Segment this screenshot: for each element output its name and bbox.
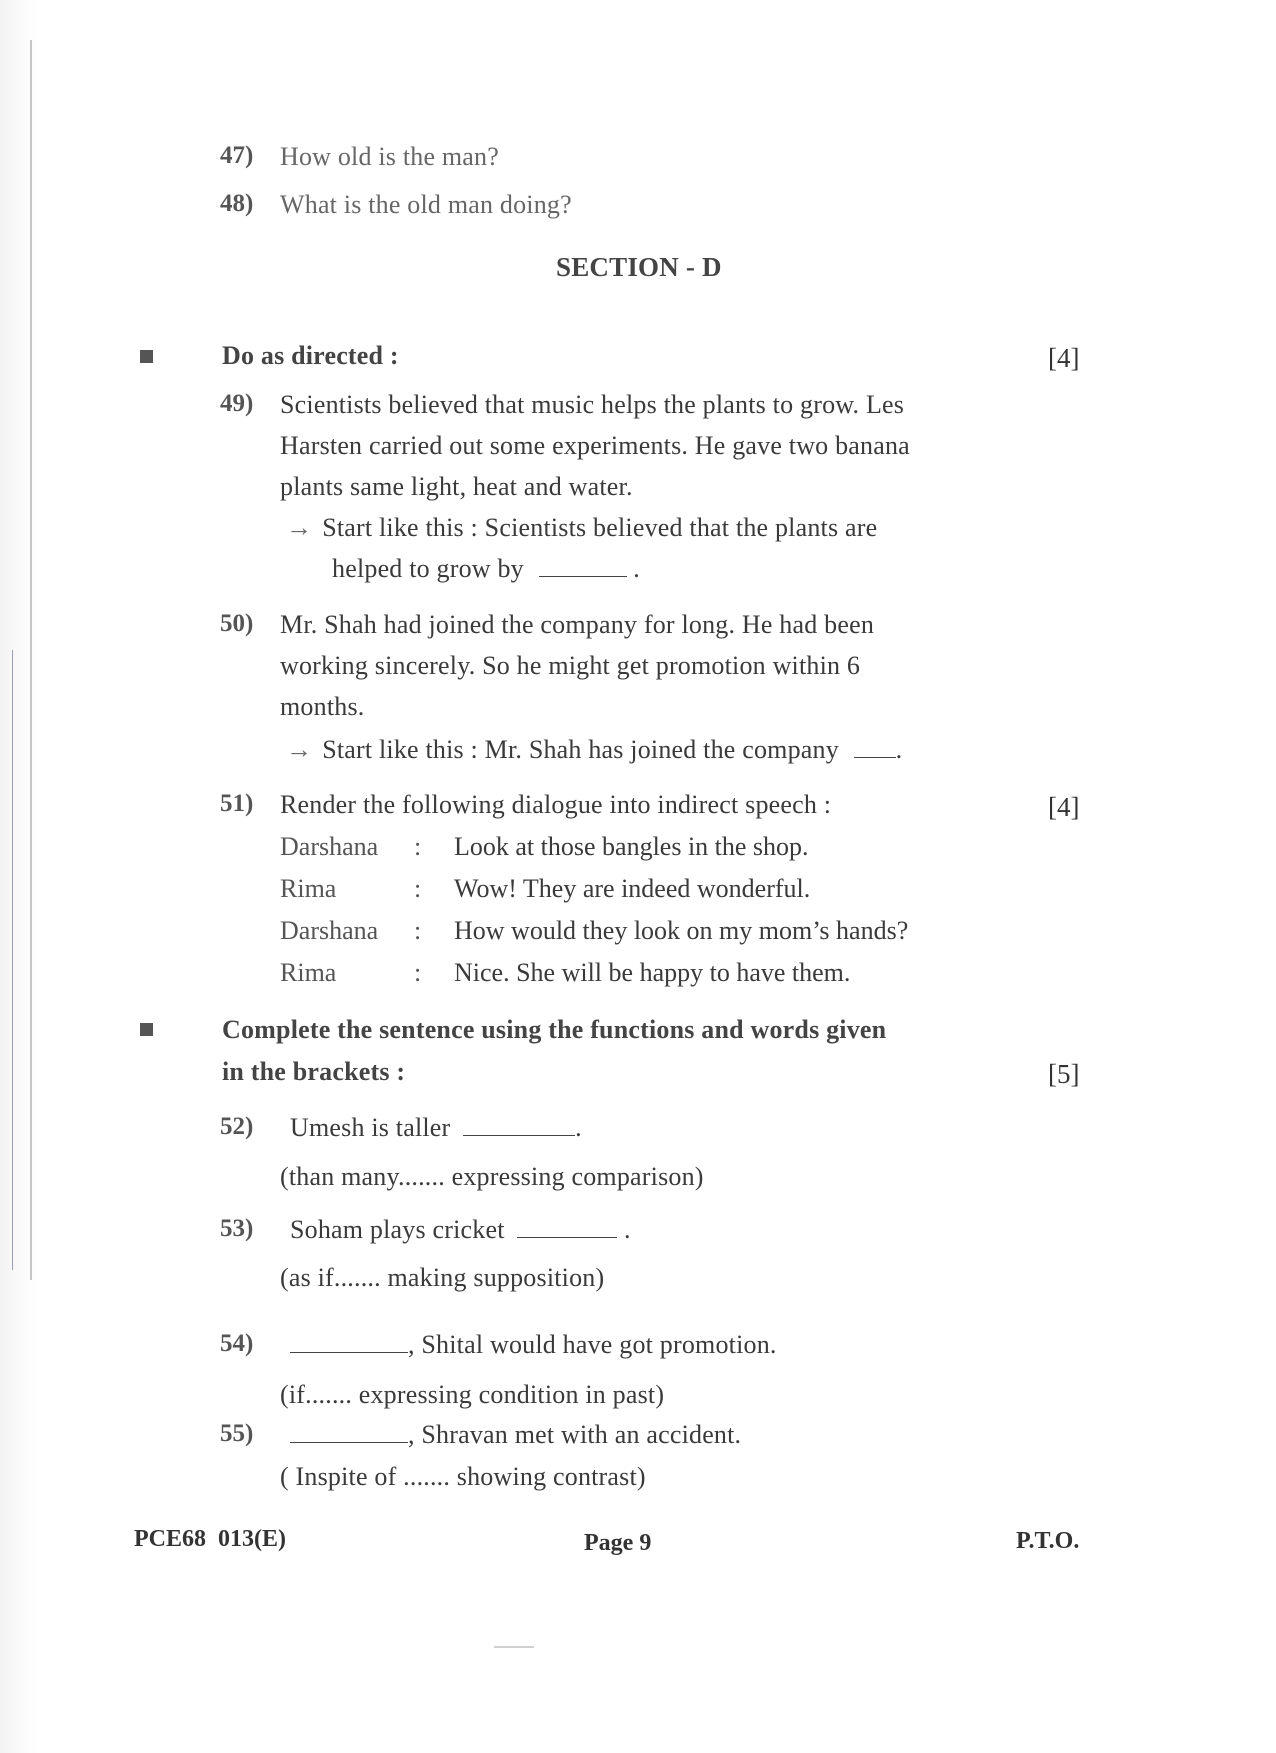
dialogue-colon: : [414, 874, 422, 903]
question-text [290, 1215, 631, 1245]
answer-blank [517, 1217, 617, 1238]
hint-line [332, 554, 640, 584]
marks-label: [4] [1048, 343, 1080, 373]
question-number: 49) [220, 390, 254, 417]
pto-label: P.T.O. [1016, 1528, 1080, 1554]
dialogue-speaker: Darshana [280, 916, 379, 945]
question-text: What is the old man doing? [280, 190, 572, 219]
dialogue-speaker: Rima [280, 958, 337, 987]
scan-mark [494, 1646, 534, 1648]
question-end: . [624, 1215, 631, 1244]
hint-end: . [633, 554, 640, 583]
question-number: 51) [220, 790, 254, 817]
question-text: Harsten carried out some experiments. He gave two banana [280, 431, 910, 460]
question-text: working sincerely. So he might get promotion within 6 [280, 651, 861, 680]
question-hint: (than many....... expressing comparison) [280, 1162, 704, 1191]
question-number: 50) [220, 610, 254, 637]
dialogue-line: Nice. She will be happy to have them. [454, 958, 851, 987]
dialogue-line: How would they look on my mom’s hands? [454, 916, 909, 945]
question-hint: (if....... expressing condition in past) [280, 1380, 665, 1409]
question-stem: , Shravan met with an accident. [408, 1420, 742, 1449]
part-heading: Complete the sentence using the functions and words given [222, 1015, 887, 1044]
answer-blank [539, 556, 627, 577]
question-number: 47) [220, 142, 254, 169]
hint-end: . [895, 735, 903, 764]
hint-text: Start like this : Mr. Shah has joined the company [322, 735, 839, 764]
answer-blank [854, 737, 896, 758]
bullet-icon [140, 1023, 153, 1036]
hint-text: Start like this : Scientists believed that the plants are [322, 513, 878, 542]
question-number: 54) [220, 1330, 254, 1357]
question-text: How old is the man? [280, 142, 499, 171]
question-stem: Umesh is taller [290, 1113, 451, 1142]
question-text [290, 1113, 582, 1143]
part-heading: in the brackets : [222, 1057, 406, 1086]
question-number: 52) [220, 1113, 254, 1140]
dialogue-line: Wow! They are indeed wonderful. [454, 874, 811, 903]
paper-code: PCE68 013(E) [134, 1526, 286, 1552]
answer-blank [463, 1115, 575, 1136]
hint-line [286, 735, 902, 765]
dialogue-colon: : [414, 832, 422, 861]
page-number: Page 9 [584, 1530, 652, 1556]
answer-blank [290, 1422, 408, 1443]
marks-label: [5] [1048, 1059, 1080, 1089]
marks-label: [4] [1048, 792, 1080, 822]
part-heading: Do as directed : [222, 341, 399, 370]
question-text: Render the following dialogue into indirect speech : [280, 790, 832, 819]
question-stem: , Shital would have got promotion. [408, 1330, 777, 1359]
answer-blank [290, 1332, 408, 1353]
question-end: . [575, 1113, 582, 1142]
question-text [290, 1330, 777, 1360]
scan-line [12, 650, 13, 1270]
question-hint: (as if....... making supposition) [280, 1263, 605, 1292]
dialogue-colon: : [414, 916, 422, 945]
question-number: 55) [220, 1420, 254, 1447]
dialogue-line: Look at those bangles in the shop. [454, 832, 809, 861]
question-number: 48) [220, 190, 254, 217]
bullet-icon [140, 350, 153, 363]
question-text: plants same light, heat and water. [280, 472, 633, 501]
question-hint: ( Inspite of ....... showing contrast) [280, 1462, 646, 1491]
scan-line [30, 40, 32, 1280]
dialogue-speaker: Rima [280, 874, 337, 903]
hint-text: helped to grow by [332, 554, 524, 583]
dialogue-speaker: Darshana [280, 832, 379, 861]
question-text [290, 1420, 741, 1450]
hint-line [286, 513, 877, 543]
question-number: 53) [220, 1215, 254, 1242]
scan-edge [0, 0, 40, 1753]
dialogue-colon: : [414, 958, 422, 987]
arrow-icon: → [286, 513, 313, 542]
question-text: Scientists believed that music helps the plants to grow. Les [280, 390, 905, 419]
question-text: months. [280, 692, 365, 721]
question-stem: Soham plays cricket [290, 1215, 505, 1244]
arrow-icon: → [286, 735, 313, 764]
question-text: Mr. Shah had joined the company for long. He had been [280, 610, 875, 639]
section-title: SECTION - D [556, 252, 722, 282]
